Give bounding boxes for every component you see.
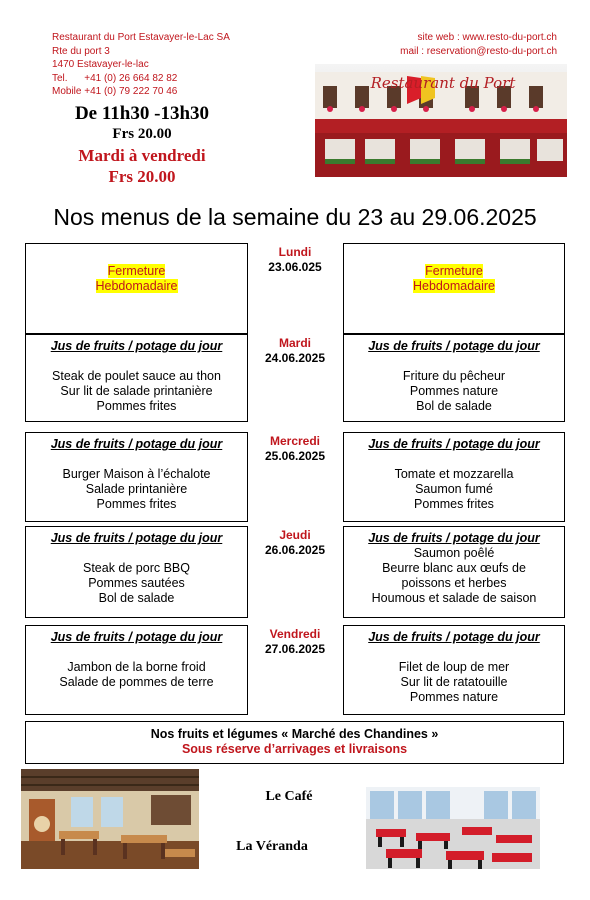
menu-box-right: [343, 432, 565, 522]
closure-text: Hebdomadaire: [95, 279, 178, 293]
address-line: Restaurant du Port Estavayer-le-Lac SA: [52, 32, 230, 43]
menu-box-left: [25, 526, 248, 618]
menu-starter-heading: Jus de fruits / potage du jour: [50, 630, 223, 644]
menu-starter-heading: Jus de fruits / potage du jour: [50, 339, 223, 353]
menu-starter-heading: Jus de fruits / potage du jour: [50, 531, 223, 545]
closure-text: Hebdomadaire: [413, 279, 495, 293]
page-title: Nos menus de la semaine du 23 au 29.06.2025: [53, 204, 537, 230]
dish-line: Pommes frites: [414, 497, 494, 511]
mobile-line: Mobile +41 (0) 79 222 70 46: [52, 86, 178, 97]
dish-line: Pommes nature: [409, 690, 499, 704]
address-block: [52, 31, 230, 99]
hours-block: [52, 103, 232, 187]
day-label: [250, 336, 340, 366]
dish-line: Pommes frites: [96, 497, 177, 511]
menu-box-right: [343, 334, 565, 422]
dish-line: Saumon poêlé: [413, 546, 495, 560]
dish-line: Pommes nature: [409, 384, 499, 398]
day-label: [250, 434, 340, 464]
menu-box-left: [25, 243, 248, 334]
day-date: 24.06.2025: [264, 351, 326, 365]
menu-box-right: [343, 243, 565, 334]
address-line: 1470 Estavayer-le-lac: [52, 59, 149, 70]
dish-line: Steak de poulet sauce au thon: [52, 369, 221, 383]
dish-line: Friture du pêcheur: [402, 369, 506, 383]
service-time: De 11h30 -13h30: [74, 103, 210, 124]
service-days: Mardi à vendredi: [78, 146, 206, 165]
dish-line: Bol de salade: [416, 399, 492, 413]
day-label: [250, 528, 340, 558]
price: Frs 20.00: [112, 126, 172, 142]
dish-line: Saumon fumé: [415, 482, 493, 496]
menu-box-left: [25, 334, 248, 422]
day-label: [250, 245, 340, 275]
menu-starter-heading: Jus de fruits / potage du jour: [50, 437, 223, 451]
veranda-interior-photo: [366, 769, 540, 869]
menu-box-right: [343, 625, 565, 715]
dish-line: Bol de salade: [98, 591, 175, 605]
day-date: 26.06.2025: [264, 543, 326, 557]
address-line: Rte du port 3: [52, 45, 110, 57]
dish-line: Sur lit de ratatouille: [400, 675, 508, 689]
cafe-interior-photo: [21, 769, 199, 869]
website-link[interactable]: site web : www.resto-du-port.ch: [417, 32, 557, 43]
contact-block: [400, 31, 557, 58]
email-link[interactable]: mail : reservation@resto-du-port.ch: [400, 45, 557, 57]
facade-sign-text: Restaurant du Port: [370, 74, 516, 92]
day-label: [250, 627, 340, 657]
day-date: 25.06.2025: [264, 449, 326, 463]
day-date: 27.06.2025: [264, 642, 326, 656]
menu-starter-heading: Jus de fruits / potage du jour: [368, 531, 540, 545]
day-name: Lundi: [278, 245, 312, 259]
menu-starter-heading: Jus de fruits / potage du jour: [368, 339, 540, 353]
dish-line: Beurre blanc aux œufs de: [382, 561, 526, 575]
closure-text: Fermeture: [107, 264, 166, 278]
dish-line: Pommes sautées: [88, 576, 185, 590]
menu-starter-heading: Jus de fruits / potage du jour: [368, 437, 540, 451]
dish-line: Burger Maison à l’échalote: [62, 467, 211, 481]
day-name: Vendredi: [269, 627, 321, 641]
availability-note: Sous réserve d’arrivages et livraisons: [181, 742, 408, 756]
closure-text: Fermeture: [425, 264, 483, 278]
dish-line: Steak de porc BBQ: [82, 561, 190, 575]
dish-line: Filet de loup de mer: [398, 660, 510, 674]
dish-line: Houmous et salade de saison: [371, 591, 537, 605]
dish-line: poissons et herbes: [401, 576, 507, 590]
cafe-label: Le Café: [265, 789, 313, 804]
dish-line: Tomate et mozzarella: [394, 467, 514, 481]
dish-line: Jambon de la borne froid: [67, 660, 206, 674]
dish-line: Sur lit de salade printanière: [60, 384, 213, 398]
produce-source-text: Nos fruits et légumes « Marché des Chandines »: [150, 727, 439, 741]
menu-box-left: [25, 432, 248, 522]
phone-line: Tel. +41 (0) 26 664 82 82: [52, 72, 178, 84]
dish-line: Pommes frites: [96, 399, 177, 413]
menu-starter-heading: Jus de fruits / potage du jour: [368, 630, 540, 644]
produce-note-box: [25, 721, 564, 764]
dish-line: Salade printanière: [85, 482, 188, 496]
menu-box-right: [343, 526, 565, 618]
restaurant-facade-photo: [315, 64, 567, 177]
day-date: 23.06.025: [268, 260, 322, 274]
dish-line: Salade de pommes de terre: [59, 675, 214, 689]
day-name: Jeudi: [279, 528, 311, 542]
menu-box-left: [25, 625, 248, 715]
price-highlight: Frs 20.00: [108, 167, 176, 186]
day-name: Mercredi: [269, 434, 321, 448]
veranda-label: La Véranda: [236, 839, 308, 854]
day-name: Mardi: [278, 336, 311, 350]
